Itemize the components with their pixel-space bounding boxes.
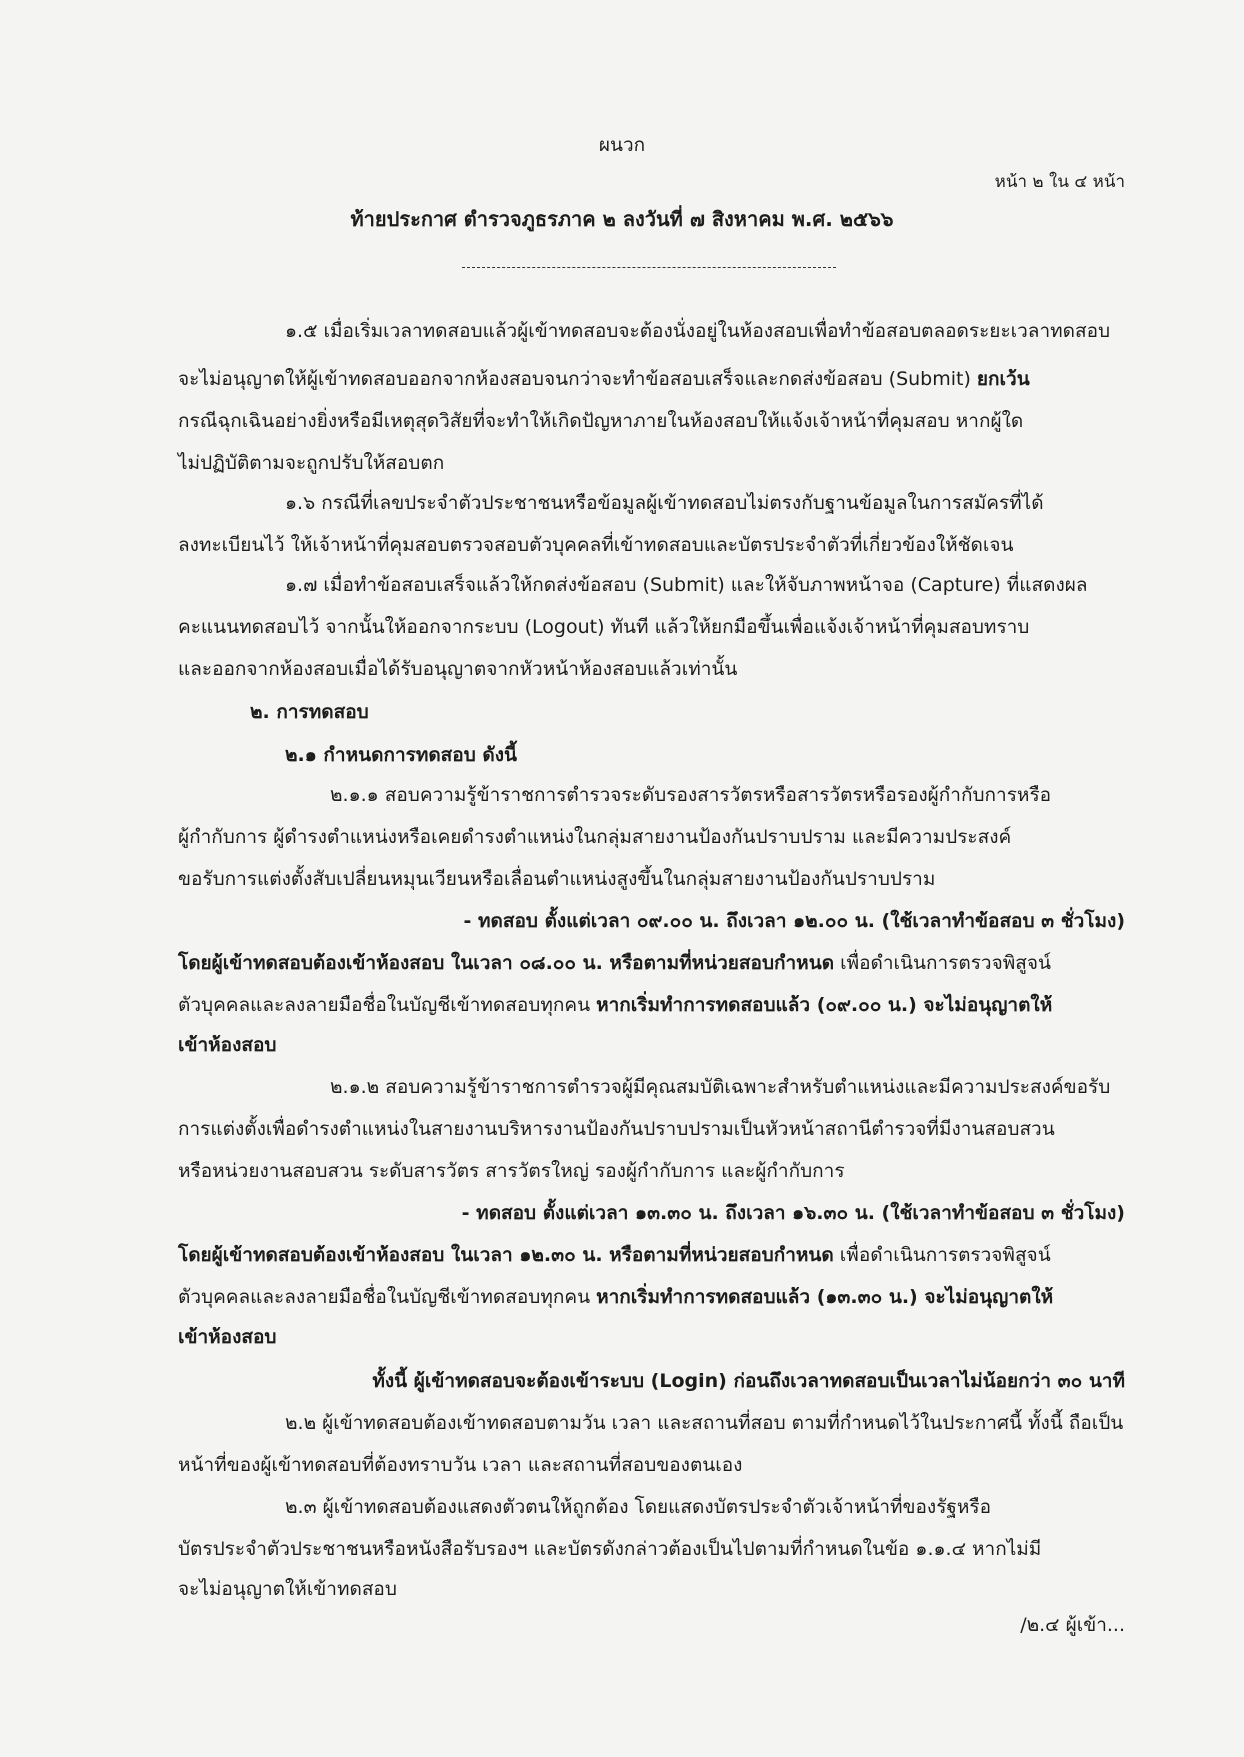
item-2-1-2-line-3: หรือหน่วยงานสอบสวน ระดับสารวัตร สารวัตรใหญ่ รองผู้กำกับการ และผู้กำกับการ [178,1160,845,1182]
paragraph-1-6-line-1: ๑.๖ กรณีที่เลขประจำตัวประชาชนหรือข้อมูลผู้เข้าทดสอบไม่ตรงกับฐานข้อมูลในการสมัครที่ได้ [285,492,1044,514]
text-run: ตัวบุคคลและลงลายมือชื่อในบัญชีเข้าทดสอบทุกคน [178,1286,597,1308]
annex-title: ผนวก [598,134,646,156]
item-2-1-1-last-line: เข้าห้องสอบ [178,1034,277,1056]
text-run: เพื่อดำเนินการตรวจพิสูจน์ [833,1244,1051,1266]
item-2-1-1-line-3: ขอรับการแต่งตั้งสับเปลี่ยนหมุนเวียนหรือเลื่อนตำแหน่งสูงขึ้นในกลุ่มสายงานป้องกันปราบปราม [178,868,936,890]
item-2-1-1-line-1: ๒.๑.๑ สอบความรู้ข้าราชการตำรวจระดับรองสารวัตรหรือสารวัตรหรือรองผู้กำกับการหรือ [330,784,1052,806]
announcement-subtitle: ท้ายประกาศ ตำรวจภูธรภาค ๒ ลงวันที่ ๗ สิงหาคม พ.ศ. ๒๕๖๖ [350,207,894,231]
item-2-1-2-schedule: - ทดสอบ ตั้งแต่เวลา ๑๓.๓๐ น. ถึงเวลา ๑๖.๓๐ น. (ใช้เวลาทำข้อสอบ ๓ ชั่วโมง) [461,1202,1125,1224]
paragraph-1-5-line-2 [178,370,1030,389]
item-2-1-2-sign-line [178,1288,1053,1307]
item-2-3-line-3: จะไม่อนุญาตให้เข้าทดสอบ [178,1578,397,1600]
section-2-1-heading: ๒.๑ กำหนดการทดสอบ ดังนี้ [285,744,517,766]
paragraph-1-7-line-1: ๑.๗ เมื่อทำข้อสอบเสร็จแล้วให้กดส่งข้อสอบ (Submit) และให้จับภาพหน้าจอ (Capture) ที่แสดงผล [285,574,1088,596]
item-2-3-line-1: ๒.๓ ผู้เข้าทดสอบต้องแสดงตัวตนให้ถูกต้อง โดยแสดงบัตรประจำตัวเจ้าหน้าที่ของรัฐหรือ [285,1496,992,1518]
item-2-3-line-2: บัตรประจำตัวประชาชนหรือหนังสือรับรองฯ และบัตรดังกล่าวต้องเป็นไปตามที่กำหนดในข้อ ๑.๑.๔ หากไม่มี [178,1538,1042,1560]
paragraph-1-5-line-4: ไม่ปฏิบัติตามจะถูกปรับให้สอบตก [178,452,445,474]
paragraph-1-7-line-3: และออกจากห้องสอบเมื่อได้รับอนุญาตจากหัวหน้าห้องสอบแล้วเท่านั้น [178,658,738,680]
item-2-2-line-2: หน้าที่ของผู้เข้าทดสอบที่ต้องทราบวัน เวลา และสถานที่สอบของตนเอง [178,1454,743,1476]
emphasis-text: ยกเว้น [976,368,1030,390]
paragraph-1-5-line-3: กรณีฉุกเฉินอย่างยิ่งหรือมีเหตุสุดวิสัยที่จะทำให้เกิดปัญหาภายในห้องสอบให้แจ้งเจ้าหน้าที่คุมสอบ หากผู้ใด [178,410,1024,432]
section-2-heading: ๒. การทดสอบ [250,701,369,723]
page-indicator: หน้า ๒ ใน ๔ หน้า [994,172,1125,192]
paragraph-1-5-line-1: ๑.๕ เมื่อเริ่มเวลาทดสอบแล้วผู้เข้าทดสอบจะต้องนั่งอยู่ในห้องสอบเพื่อทำข้อสอบตลอดระยะเวลาทดสอบ [285,320,1111,342]
login-note: ทั้งนี้ ผู้เข้าทดสอบจะต้องเข้าระบบ (Login) ก่อนถึงเวลาทดสอบเป็นเวลาไม่น้อยกว่า ๓๐ นาที [372,1370,1125,1392]
item-2-2-line-1: ๒.๒ ผู้เข้าทดสอบต้องเข้าทดสอบตามวัน เวลา และสถานที่สอบ ตามที่กำหนดไว้ในประกาศนี้ ทั้งนี้ ถือเป็น [285,1412,1124,1434]
emphasis-text: โดยผู้เข้าทดสอบต้องเข้าห้องสอบ ในเวลา ๑๒.๓๐ น. หรือตามที่หน่วยสอบกำหนด [178,1244,834,1266]
item-2-1-2-line-2: การแต่งตั้งเพื่อดำรงตำแหน่งในสายงานบริหารงานป้องกันปราบปรามเป็นหัวหน้าสถานีตำรวจที่มีงานสอบสวน [178,1118,1055,1140]
paragraph-1-7-line-2: คะแนนทดสอบไว้ จากนั้นให้ออกจากระบบ (Logout) ทันที แล้วให้ยกมือขึ้นเพื่อแจ้งเจ้าหน้าที่คุมสอบทราบ [178,616,1030,638]
item-2-1-1-sign-line [178,996,1052,1015]
dashed-divider [462,267,836,268]
text-run: จะไม่อนุญาตให้ผู้เข้าทดสอบออกจากห้องสอบจนกว่าจะทำข้อสอบเสร็จและกดส่งข้อสอบ (Submit) [178,368,977,390]
item-2-1-2-entry-line [178,1246,1051,1265]
emphasis-text: หากเริ่มทำการทดสอบแล้ว (๐๙.๐๐ น.) จะไม่อนุญาตให้ [596,994,1053,1016]
item-2-1-2-last-line: เข้าห้องสอบ [178,1326,277,1348]
item-2-1-1-line-2: ผู้กำกับการ ผู้ดำรงตำแหน่งหรือเคยดำรงตำแหน่งในกลุ่มสายงานป้องกันปราบปราม และมีความประสงค์ [178,826,1012,848]
emphasis-text: โดยผู้เข้าทดสอบต้องเข้าห้องสอบ ในเวลา ๐๘.๐๐ น. หรือตามที่หน่วยสอบกำหนด [178,952,835,974]
item-2-1-1-schedule: - ทดสอบ ตั้งแต่เวลา ๐๙.๐๐ น. ถึงเวลา ๑๒.๐๐ น. (ใช้เวลาทำข้อสอบ ๓ ชั่วโมง) [463,910,1125,932]
emphasis-text: หากเริ่มทำการทดสอบแล้ว (๑๓.๓๐ น.) จะไม่อนุญาตให้ [596,1286,1054,1308]
item-2-1-1-entry-line [178,954,1051,973]
text-run: เพื่อดำเนินการตรวจพิสูจน์ [834,952,1051,974]
continuation-reference: /๒.๔ ผู้เข้า... [1020,1614,1125,1636]
item-2-1-2-line-1: ๒.๑.๒ สอบความรู้ข้าราชการตำรวจผู้มีคุณสมบัติเฉพาะสำหรับตำแหน่งและมีความประสงค์ขอรับ [330,1076,1111,1098]
paragraph-1-6-line-2: ลงทะเบียนไว้ ให้เจ้าหน้าที่คุมสอบตรวจสอบตัวบุคคลที่เข้าทดสอบและบัตรประจำตัวที่เกี่ยวข้องให้ชัดเจน [178,534,1014,556]
text-run: ตัวบุคคลและลงลายมือชื่อในบัญชีเข้าทดสอบทุกคน [178,994,597,1016]
